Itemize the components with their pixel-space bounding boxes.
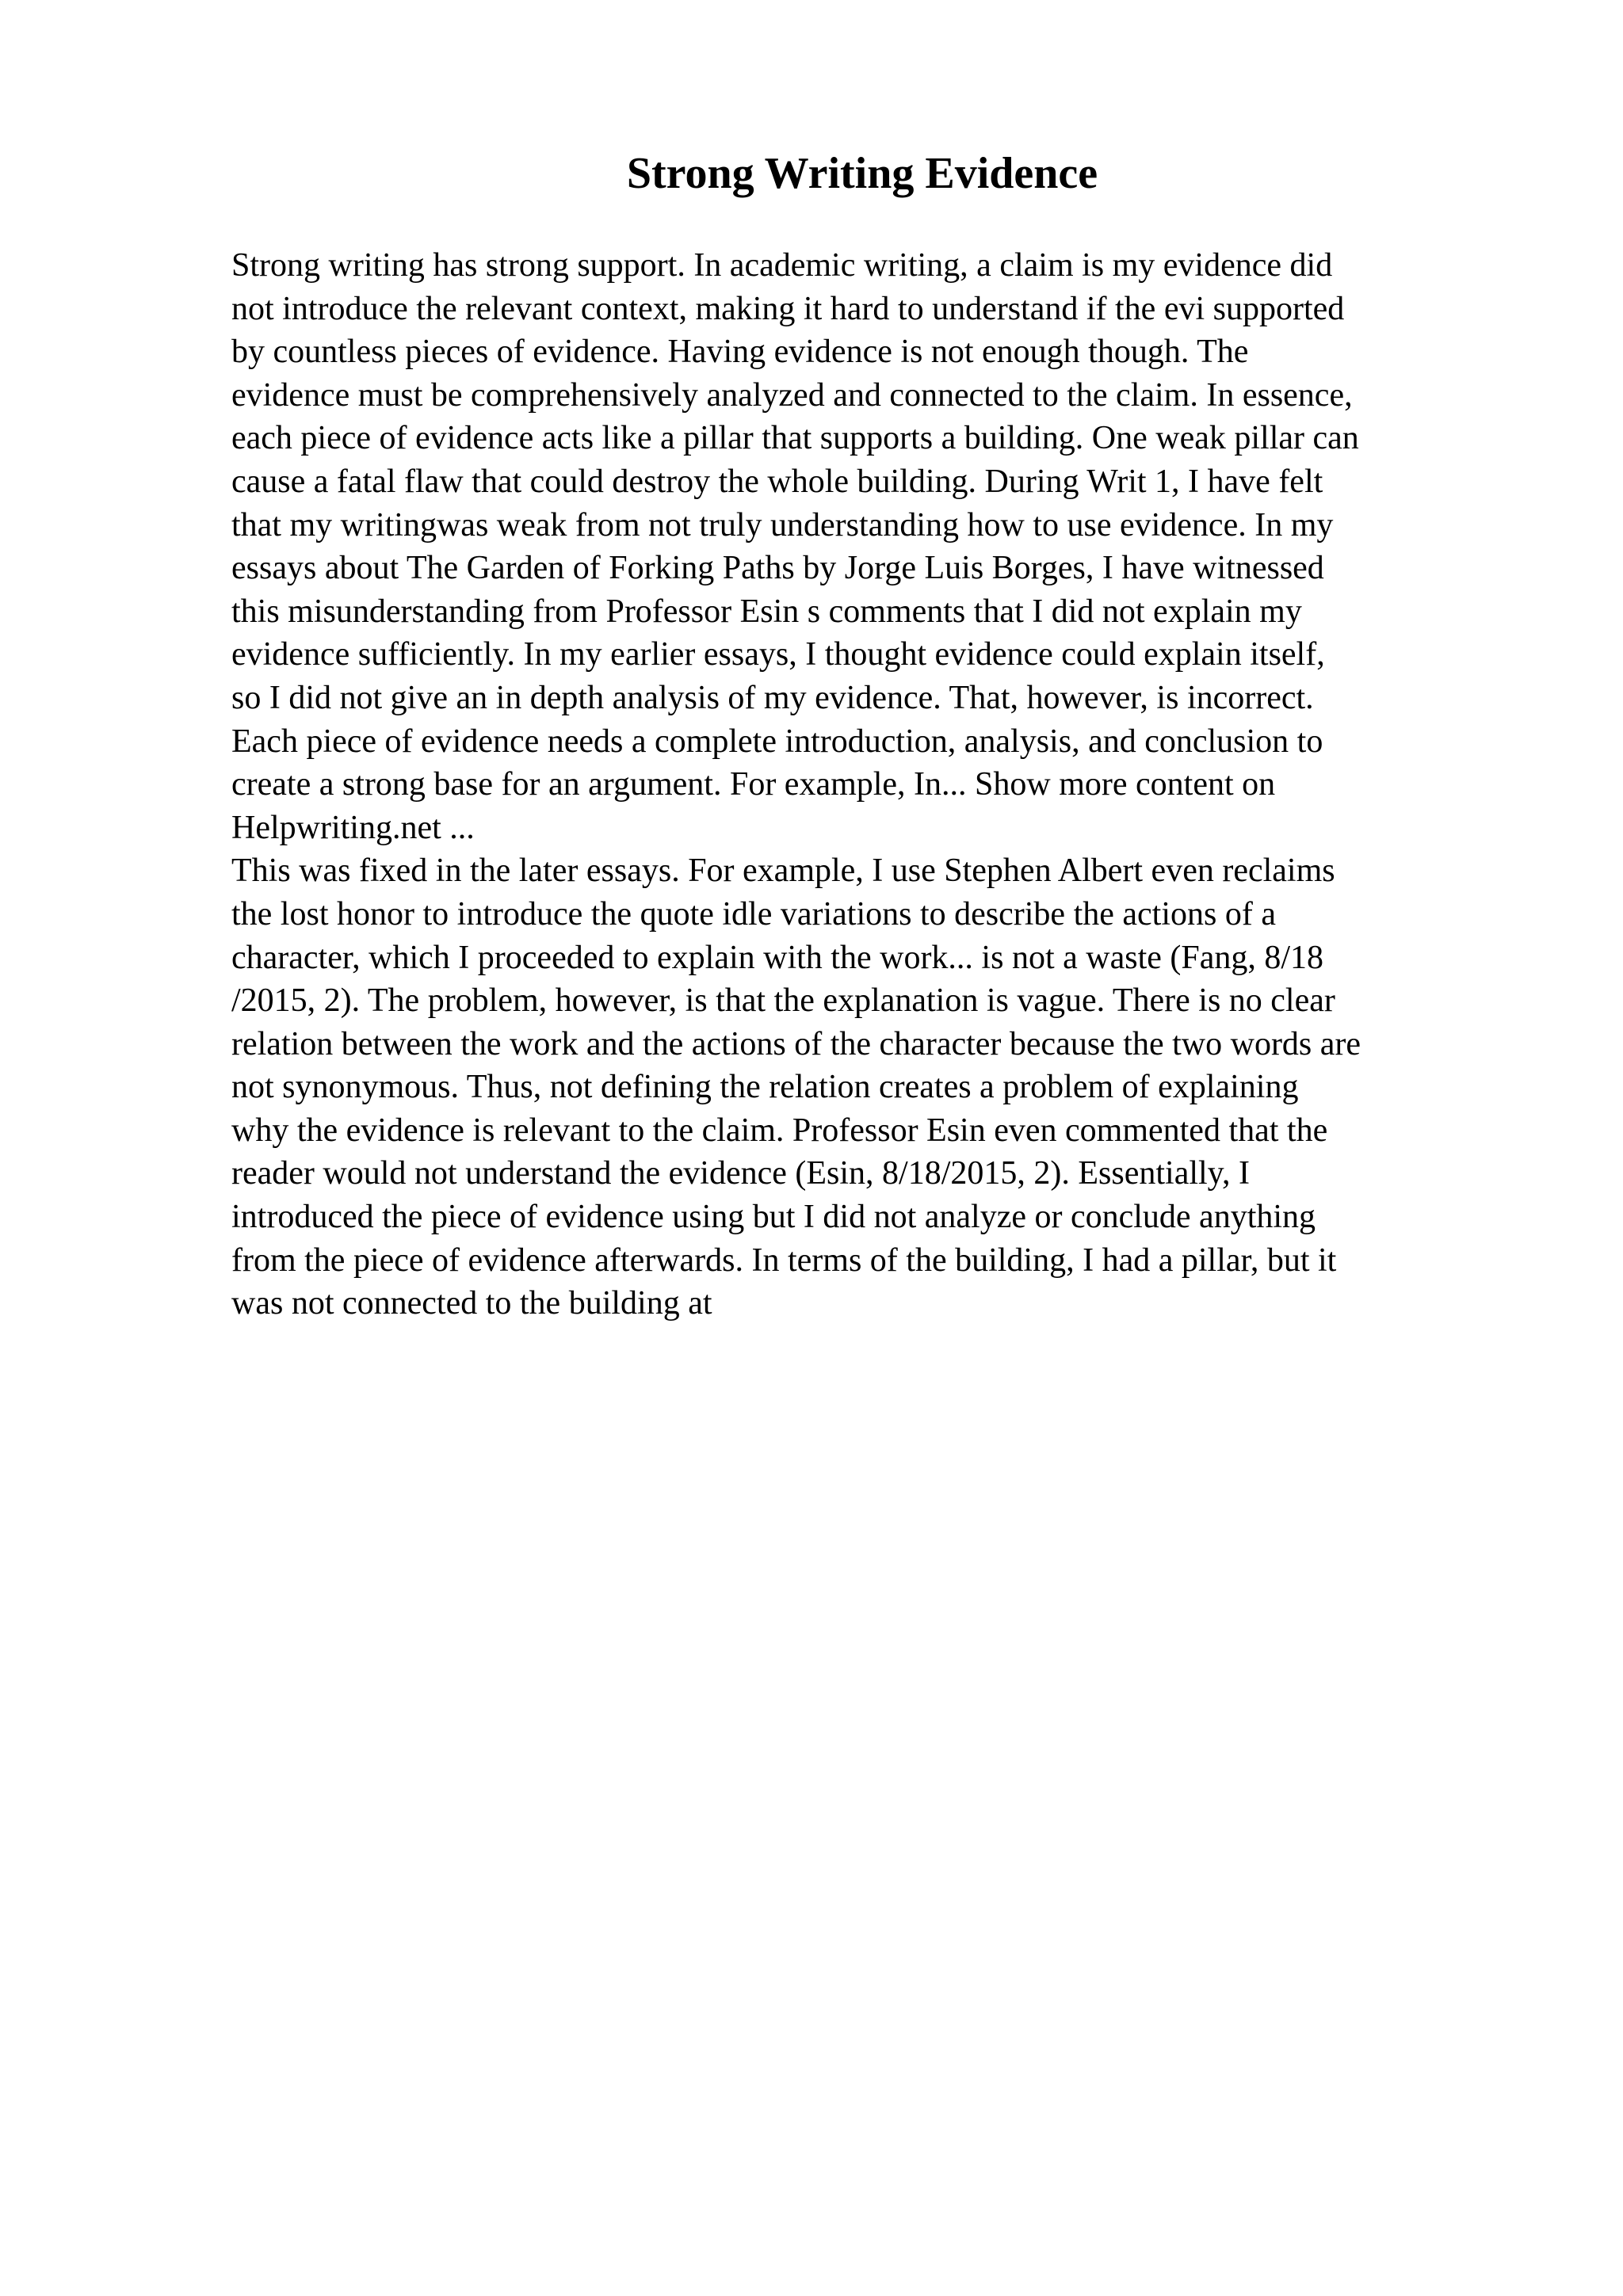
text-line: that my writingwas weak from not truly understanding how to use evidence. In my — [231, 506, 1334, 543]
text-line: introduced the piece of evidence using but I did not analyze or conclude anything — [231, 1199, 1316, 1236]
text-line: Each piece of evidence needs a complete introduction, analysis, and conclusion to — [231, 723, 1323, 760]
text-line: this misunderstanding from Professor Esin s comments that I did not explain my — [231, 593, 1302, 630]
text-line: relation between the work and the actions of the character because the two words are — [231, 1025, 1361, 1062]
text-line: reader would not understand the evidence (Esin, 8/18/2015, 2). Essentially, I — [231, 1155, 1250, 1192]
text-line: character, which I proceeded to explain with the work... is not a waste (Fang, 8/18 — [231, 939, 1324, 976]
text-line: /2015, 2). The problem, however, is that the explanation is vague. There is no clear — [231, 982, 1335, 1020]
text-line: each piece of evidence acts like a pillar that supports a building. One weak pillar can — [231, 420, 1359, 457]
text-line: so I did not give an in depth analysis of my evidence. That, however, is incorrect. — [231, 679, 1314, 716]
paragraph-1 — [231, 244, 1507, 849]
text-line: Strong writing has strong support. In academic writing, a claim is my evidence did — [231, 247, 1333, 284]
text-line: evidence sufficiently. In my earlier essays, I thought evidence could explain itself, — [231, 636, 1325, 673]
text-line: not synonymous. Thus, not defining the relation creates a problem of explaining — [231, 1069, 1299, 1106]
text-line: This was fixed in the later essays. For example, I use Stephen Albert even reclaims — [231, 852, 1335, 890]
text-line: create a strong base for an argument. For example, In... Show more content on — [231, 766, 1276, 803]
text-line: why the evidence is relevant to the claim. Professor Esin even commented that the — [231, 1112, 1328, 1149]
text-line: essays about The Garden of Forking Paths by Jorge Luis Borges, I have witnessed — [231, 550, 1324, 587]
text-line: by countless pieces of evidence. Having evidence is not enough though. The — [231, 334, 1249, 371]
text-line: cause a fatal flaw that could destroy the whole building. During Writ 1, I have felt — [231, 463, 1323, 500]
text-line: the lost honor to introduce the quote idle variations to describe the actions of a — [231, 895, 1276, 933]
text-line: not introduce the relevant context, making it hard to understand if the evi supported — [231, 290, 1345, 327]
text-line: evidence must be comprehensively analyzed and connected to the claim. In essence, — [231, 376, 1353, 414]
paragraph-2 — [231, 849, 1507, 1325]
text-line: from the piece of evidence afterwards. In terms of the building, I had a pillar, but it — [231, 1241, 1337, 1279]
text-line: was not connected to the building at — [231, 1285, 712, 1322]
document-title: Strong Writing Evidence — [626, 149, 1098, 198]
text-line: Helpwriting.net ... — [231, 809, 475, 846]
document-body — [231, 244, 1507, 1325]
